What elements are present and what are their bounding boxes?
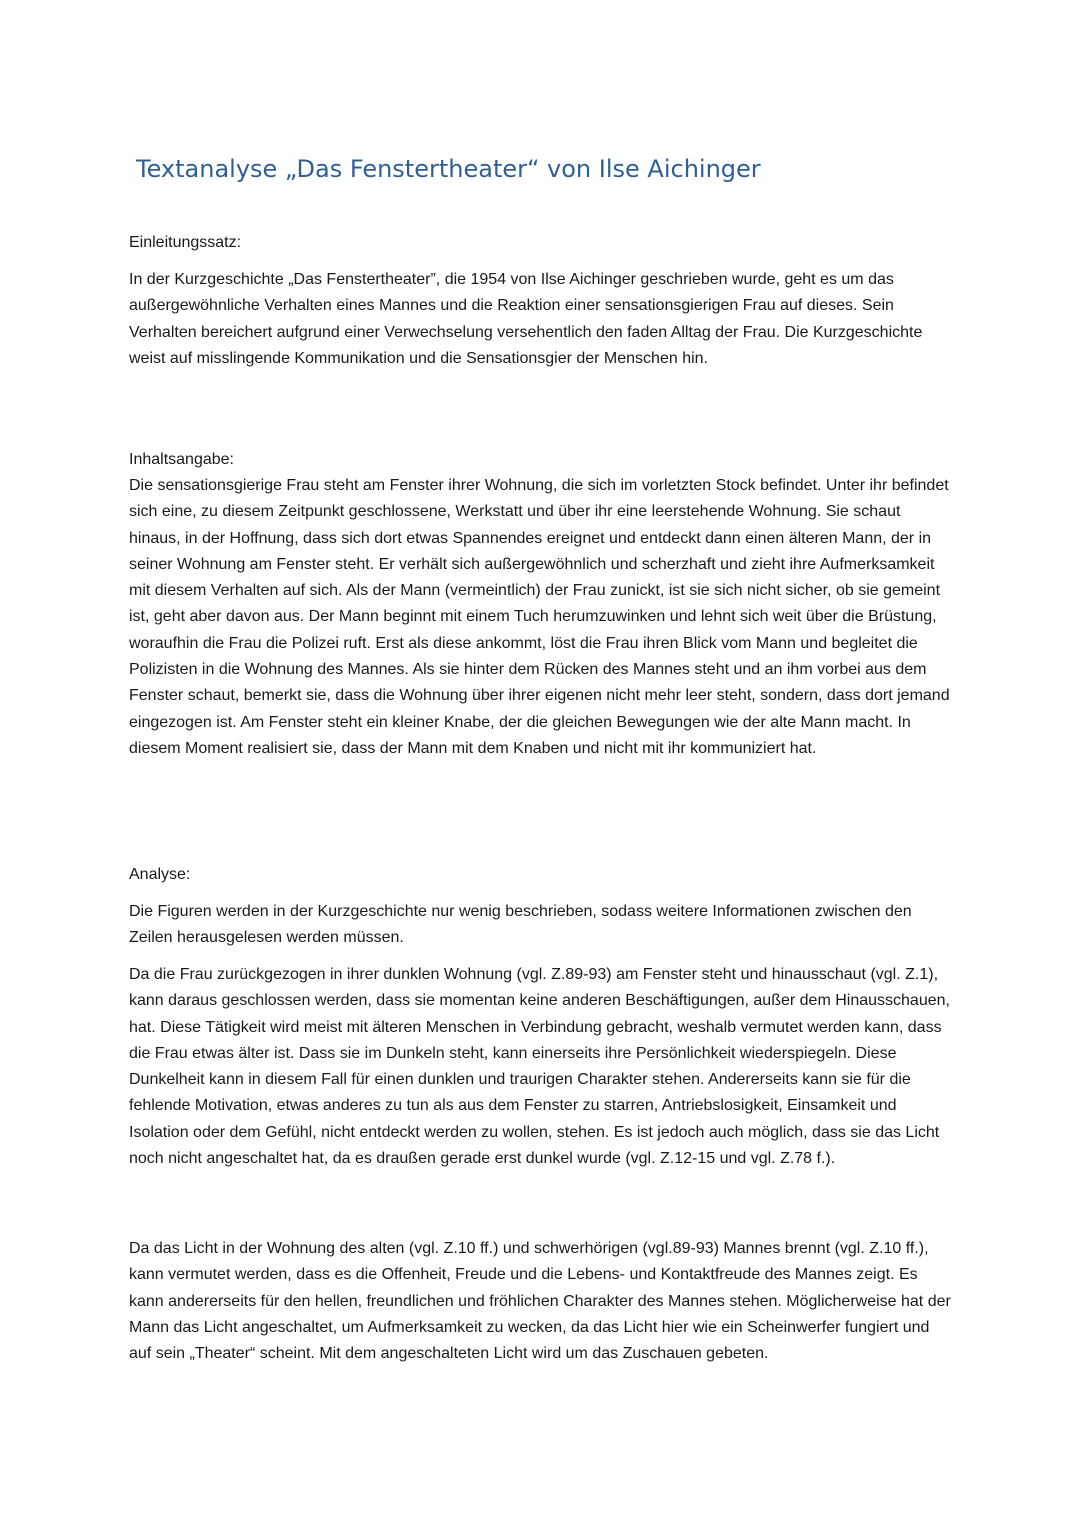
paragraph-einleitung: In der Kurzgeschichte „Das Fenstertheater”, die 1954 von Ilse Aichinger geschrieben wurde, geht es um das außergewöhnliche Verhalten eines Mannes und die Reaktion einer sensationsgierigen Frau auf dieses. Sein Verhalten bereichert aufgrund einer Verwechselung versehentlich den faden Alltag der Frau. Die Kurzgeschichte weist auf misslingende Kommunikation und die Sensationsgier der Menschen hin.: [129, 271, 923, 367]
paragraph-analyse-1: Die Figuren werden in der Kurzgeschichte nur wenig beschrieben, sodass weitere Informationen zwischen den Zeilen herausgelesen werden müssen.: [129, 903, 912, 947]
document-title: Textanalyse „Das Fenstertheater“ von Ilse Aichinger: [136, 155, 761, 183]
heading-analyse: Analyse:: [129, 866, 191, 883]
paragraph-analyse-3: Da das Licht in der Wohnung des alten (vgl. Z.10 ff.) und schwerhörigen (vgl.89-93) Mannes brennt (vgl. Z.10 ff.), kann vermutet werden, dass es die Offenheit, Freude und die Lebens- und Kontaktfreude des Mannes zeigt. Es kann andererseits für den hellen, freundlichen und fröhlichen Charakter des Mannes stehen. Möglicherweise hat der Mann das Licht angeschaltet, um Aufmerksamkeit zu wecken, da das Licht hier wie ein Scheinwerfer fungiert und auf sein „Theater“ scheint. Mit dem angeschalteten Licht wird um das Zuschauen gebeten.: [129, 1240, 951, 1363]
heading-inhalt: Inhaltsangabe:: [129, 451, 234, 468]
heading-einleitung: Einleitungssatz:: [129, 234, 242, 251]
paragraph-inhalt: Die sensationsgierige Frau steht am Fenster ihrer Wohnung, die sich im vorletzten Stock befindet. Unter ihr befindet sich eine, zu diesem Zeitpunkt geschlossene, Werkstatt und über ihr eine leerstehende Wohnung. Sie schaut hinaus, in der Hoffnung, dass sich dort etwas Spannendes ereignet und entdeckt dann einen älteren Mann, der in seiner Wohnung am Fenster steht. Er verhält sich außergewöhnlich und scherzhaft und zieht ihre Aufmerksamkeit mit diesem Verhalten auf sich. Als der Mann (vermeintlich) der Frau zunickt, ist sie sich nicht sicher, ob sie gemeint ist, geht aber davon aus. Der Mann beginnt mit einem Tuch herumzuwinken und lehnt sich weit über die Brüstung, woraufhin die Frau die Polizei ruft. Erst als diese ankommt, löst die Frau ihren Blick vom Mann und begleitet die Polizisten in die Wohnung des Mannes. Als sie hinter dem Rücken des Mannes steht und an ihm vorbei aus dem Fenster schaut, bemerkt sie, dass die Wohnung über ihrer eigenen nicht mehr leer steht, sondern, dass dort jemand eingezogen ist. Am Fenster steht ein kleiner Knabe, der die gleichen Bewegungen wie der alte Mann macht. In diesem Moment realisiert sie, dass der Mann mit dem Knaben und nicht mit ihr kommuniziert hat.: [129, 477, 950, 757]
paragraph-analyse-2: Da die Frau zurückgezogen in ihrer dunklen Wohnung (vgl. Z.89-93) am Fenster steht und hinausschaut (vgl. Z.1), kann daraus geschlossen werden, dass sie momentan keine anderen Beschäftigungen, außer dem Hinausschauen, hat. Diese Tätigkeit wird meist mit älteren Menschen in Verbindung gebracht, weshalb vermutet werden kann, dass die Frau etwas älter ist. Dass sie im Dunkeln steht, kann einerseits ihre Persönlichkeit wiederspiegeln. Diese Dunkelheit kann in diesem Fall für einen dunklen und traurigen Charakter stehen. Andererseits kann sie für die fehlende Motivation, etwas anderes zu tun als aus dem Fenster zu starren, Antriebslosigkeit, Einsamkeit und Isolation oder dem Gefühl, nicht entdeckt werden zu wollen, stehen. Es ist jedoch auch möglich, dass sie das Licht noch nicht angeschaltet hat, da es draußen gerade erst dunkel wurde (vgl. Z.12-15 und vgl. Z.78 f.).: [129, 966, 950, 1168]
